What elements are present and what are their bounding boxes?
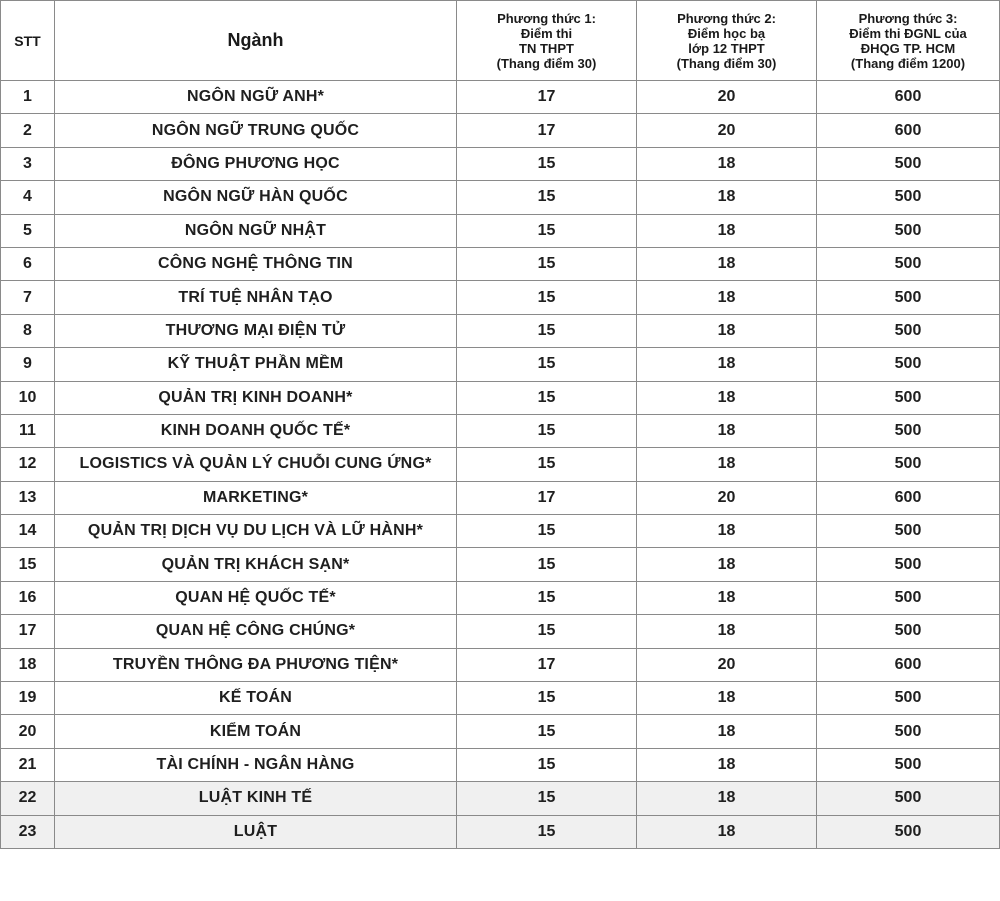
- cell-stt: 23: [1, 815, 55, 848]
- cell-pt3: 500: [817, 181, 1000, 214]
- cell-pt2: 18: [637, 748, 817, 781]
- table-row: [1, 448, 1000, 481]
- header-pt1-line: (Thang điểm 30): [496, 55, 597, 71]
- table-row: [1, 214, 1000, 247]
- table-row: [1, 247, 1000, 280]
- cell-pt2: 20: [637, 114, 817, 147]
- cell-nganh: TÀI CHÍNH - NGÂN HÀNG: [55, 748, 457, 781]
- cell-pt2: 18: [637, 381, 817, 414]
- cell-pt1: 15: [457, 815, 637, 848]
- cell-pt2: 20: [637, 648, 817, 681]
- cell-stt: 18: [1, 648, 55, 681]
- header-phuong-thuc-3: [817, 1, 1000, 81]
- table-row: [1, 682, 1000, 715]
- table-row: [1, 748, 1000, 781]
- cell-nganh: NGÔN NGỮ HÀN QUỐC: [55, 181, 457, 214]
- header-pt1-line: TN THPT: [519, 40, 574, 56]
- table-row: [1, 81, 1000, 114]
- table-header: [1, 1, 1000, 81]
- header-phuong-thuc-1: [457, 1, 637, 81]
- cell-pt1: 15: [457, 448, 637, 481]
- table-row: [1, 181, 1000, 214]
- cell-pt1: 15: [457, 414, 637, 447]
- cell-nganh: KIỂM TOÁN: [55, 715, 457, 748]
- cell-pt3: 500: [817, 748, 1000, 781]
- cell-nganh: NGÔN NGỮ NHẬT: [55, 214, 457, 247]
- cell-stt: 13: [1, 481, 55, 514]
- cell-nganh: NGÔN NGỮ TRUNG QUỐC: [55, 114, 457, 147]
- table-row: [1, 348, 1000, 381]
- table-row: [1, 648, 1000, 681]
- header-phuong-thuc-2: [637, 1, 817, 81]
- table-row: [1, 782, 1000, 815]
- cell-nganh: TRÍ TUỆ NHÂN TẠO: [55, 281, 457, 314]
- cell-pt1: 17: [457, 81, 637, 114]
- table-row: [1, 581, 1000, 614]
- cell-nganh: ĐÔNG PHƯƠNG HỌC: [55, 147, 457, 180]
- cell-stt: 14: [1, 515, 55, 548]
- header-pt3-line: Phương thức 3:: [858, 10, 958, 26]
- cell-nganh: QUAN HỆ QUỐC TẾ*: [55, 581, 457, 614]
- cell-pt3: 500: [817, 715, 1000, 748]
- cell-pt2: 18: [637, 314, 817, 347]
- cell-nganh: LUẬT: [55, 815, 457, 848]
- cell-nganh: KỸ THUẬT PHẦN MỀM: [55, 348, 457, 381]
- cell-stt: 11: [1, 414, 55, 447]
- cell-pt1: 17: [457, 648, 637, 681]
- cell-pt1: 15: [457, 548, 637, 581]
- cell-pt3: 500: [817, 348, 1000, 381]
- cell-pt1: 15: [457, 682, 637, 715]
- cell-pt3: 500: [817, 682, 1000, 715]
- cell-pt3: 500: [817, 381, 1000, 414]
- header-pt2-line: Phương thức 2:: [677, 10, 776, 26]
- cell-nganh: KẾ TOÁN: [55, 682, 457, 715]
- cell-nganh: THƯƠNG MẠI ĐIỆN TỬ: [55, 314, 457, 347]
- cell-pt3: 600: [817, 481, 1000, 514]
- cell-pt3: 500: [817, 581, 1000, 614]
- cell-pt3: 500: [817, 281, 1000, 314]
- table-row: [1, 414, 1000, 447]
- cell-pt2: 18: [637, 682, 817, 715]
- cell-stt: 3: [1, 147, 55, 180]
- cell-pt3: 500: [817, 214, 1000, 247]
- cell-nganh: LUẬT KINH TẾ: [55, 782, 457, 815]
- cell-pt2: 18: [637, 214, 817, 247]
- cell-pt2: 18: [637, 281, 817, 314]
- header-pt1-line: Phương thức 1:: [497, 10, 596, 26]
- header-pt3-line: Điểm thi ĐGNL của: [849, 25, 967, 41]
- cell-stt: 8: [1, 314, 55, 347]
- cell-nganh: QUẢN TRỊ KINH DOANH*: [55, 381, 457, 414]
- cell-pt3: 600: [817, 114, 1000, 147]
- cell-pt1: 15: [457, 715, 637, 748]
- cell-pt1: 15: [457, 147, 637, 180]
- cell-nganh: MARKETING*: [55, 481, 457, 514]
- cell-pt1: 15: [457, 314, 637, 347]
- cell-pt1: 15: [457, 214, 637, 247]
- cell-pt2: 18: [637, 782, 817, 815]
- table-row: [1, 481, 1000, 514]
- cell-nganh: LOGISTICS VÀ QUẢN LÝ CHUỖI CUNG ỨNG*: [55, 448, 457, 481]
- cell-pt2: 18: [637, 815, 817, 848]
- cell-pt3: 500: [817, 247, 1000, 280]
- cell-stt: 1: [1, 81, 55, 114]
- cell-pt1: 15: [457, 748, 637, 781]
- header-pt1-line: Điểm thi: [520, 25, 573, 41]
- cell-stt: 7: [1, 281, 55, 314]
- cell-pt2: 18: [637, 348, 817, 381]
- cell-stt: 22: [1, 782, 55, 815]
- cell-pt1: 15: [457, 515, 637, 548]
- cell-pt2: 20: [637, 481, 817, 514]
- table-row: [1, 615, 1000, 648]
- cell-pt2: 18: [637, 548, 817, 581]
- cell-stt: 5: [1, 214, 55, 247]
- cell-pt3: 600: [817, 81, 1000, 114]
- cell-pt3: 500: [817, 147, 1000, 180]
- cell-pt2: 18: [637, 414, 817, 447]
- cell-stt: 19: [1, 682, 55, 715]
- cell-pt2: 18: [637, 515, 817, 548]
- table-row: [1, 147, 1000, 180]
- cell-pt3: 500: [817, 548, 1000, 581]
- cell-pt2: 20: [637, 81, 817, 114]
- cell-stt: 20: [1, 715, 55, 748]
- cell-pt3: 500: [817, 515, 1000, 548]
- cell-stt: 2: [1, 114, 55, 147]
- cell-pt3: 500: [817, 314, 1000, 347]
- header-row: [1, 1, 1000, 81]
- cell-pt1: 15: [457, 281, 637, 314]
- cell-pt1: 15: [457, 615, 637, 648]
- cell-pt2: 18: [637, 147, 817, 180]
- cell-stt: 17: [1, 615, 55, 648]
- header-pt3-line: ĐHQG TP. HCM: [860, 40, 956, 56]
- cell-nganh: QUAN HỆ CÔNG CHÚNG*: [55, 615, 457, 648]
- cell-pt1: 15: [457, 181, 637, 214]
- cell-pt3: 500: [817, 782, 1000, 815]
- cell-pt3: 500: [817, 615, 1000, 648]
- cell-pt1: 15: [457, 247, 637, 280]
- cell-pt1: 15: [457, 381, 637, 414]
- cell-stt: 4: [1, 181, 55, 214]
- table-body: [1, 81, 1000, 849]
- cell-pt1: 17: [457, 481, 637, 514]
- cell-nganh: CÔNG NGHỆ THÔNG TIN: [55, 247, 457, 280]
- table-row: [1, 381, 1000, 414]
- cell-pt1: 17: [457, 114, 637, 147]
- cell-nganh: TRUYỀN THÔNG ĐA PHƯƠNG TIỆN*: [55, 648, 457, 681]
- table-row: [1, 314, 1000, 347]
- cell-pt1: 15: [457, 581, 637, 614]
- cell-stt: 21: [1, 748, 55, 781]
- cell-pt2: 18: [637, 247, 817, 280]
- cell-stt: 16: [1, 581, 55, 614]
- table-row: [1, 515, 1000, 548]
- header-pt2-line: lớp 12 THPT: [688, 40, 765, 56]
- cell-stt: 9: [1, 348, 55, 381]
- cell-nganh: QUẢN TRỊ DỊCH VỤ DU LỊCH VÀ LỮ HÀNH*: [55, 515, 457, 548]
- header-pt2-line: Điểm học bạ: [687, 25, 766, 41]
- table-row: [1, 548, 1000, 581]
- cell-stt: 12: [1, 448, 55, 481]
- cell-nganh: QUẢN TRỊ KHÁCH SẠN*: [55, 548, 457, 581]
- cell-nganh: NGÔN NGỮ ANH*: [55, 81, 457, 114]
- cell-pt2: 18: [637, 181, 817, 214]
- cell-pt3: 500: [817, 414, 1000, 447]
- cell-pt3: 500: [817, 448, 1000, 481]
- cell-pt2: 18: [637, 581, 817, 614]
- cell-pt3: 500: [817, 815, 1000, 848]
- table-row: [1, 281, 1000, 314]
- cell-nganh: KINH DOANH QUỐC TẾ*: [55, 414, 457, 447]
- table-row: [1, 715, 1000, 748]
- cell-stt: 15: [1, 548, 55, 581]
- table-row: [1, 114, 1000, 147]
- cell-pt3: 600: [817, 648, 1000, 681]
- table-row: [1, 815, 1000, 848]
- header-stt: STT: [1, 1, 55, 81]
- header-pt3-line: (Thang điểm 1200): [850, 55, 966, 71]
- cell-pt1: 15: [457, 782, 637, 815]
- header-nganh: Ngành: [55, 1, 457, 81]
- cell-stt: 6: [1, 247, 55, 280]
- cell-pt2: 18: [637, 448, 817, 481]
- header-pt2-line: (Thang điểm 30): [676, 55, 777, 71]
- cell-pt2: 18: [637, 615, 817, 648]
- cell-pt2: 18: [637, 715, 817, 748]
- cell-pt1: 15: [457, 348, 637, 381]
- cell-stt: 10: [1, 381, 55, 414]
